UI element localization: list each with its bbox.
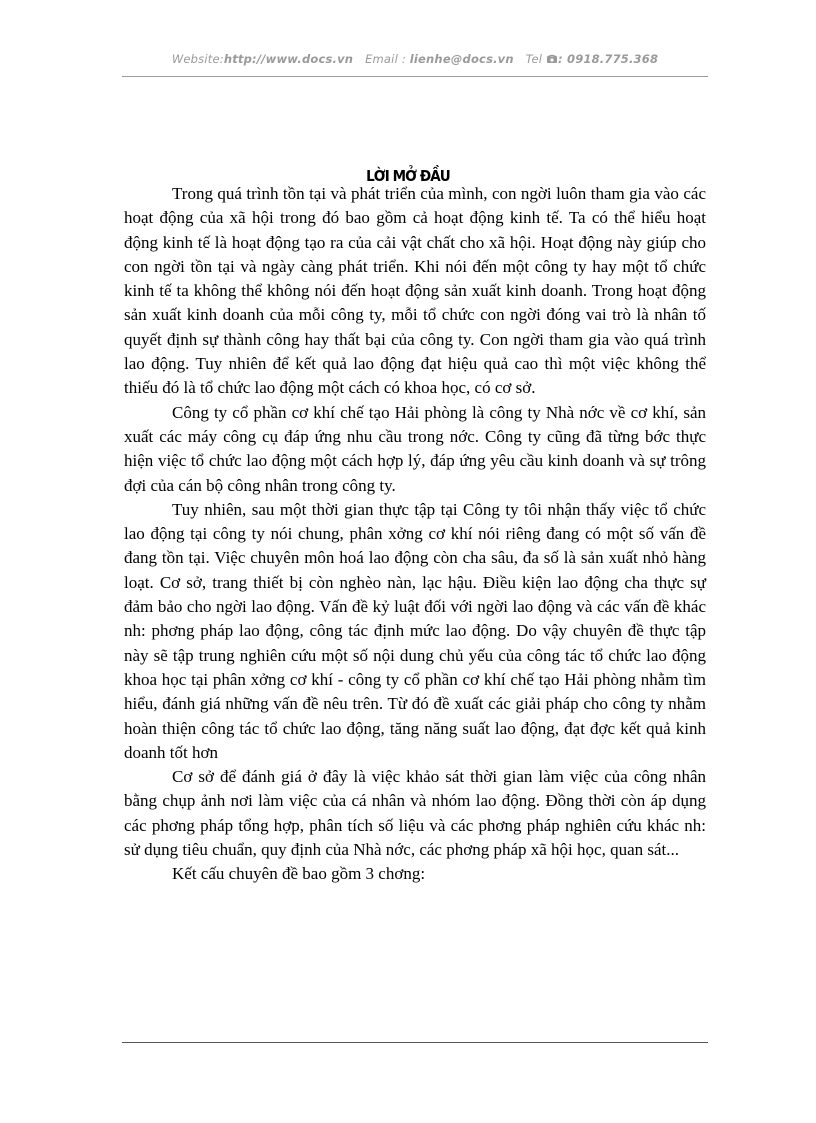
paragraph-intro: Trong quá trình tồn tại và phát triển của mình, con ngời luôn tham gia vào các hoạt động của xã hội trong đó bao gồm cả hoạt động kinh tế. Ta có thể hiểu hoạt động kinh tế là hoạt động tạo ra của cải vật chất cho xã hội. Hoạt động này giúp cho con ngời tồn tại và ngày càng phát triển. Khi nói đến một công ty hay một tổ chức kinh tế ta không thể không nói đến hoạt động sản xuất kinh doanh. Trong hoạt động sản xuất kinh doanh của mỗi công ty, mỗi tổ chức con ngời đóng vai trò là nhân tố quyết định sự thành công hay thất bại của công ty. Con ngời tham gia vào quá trình lao động. Tuy nhiên để kết quả lao động đạt hiệu quả cao thì một việc không thể thiếu đó là tổ chức lao động một cách có khoa học, có cơ sở.: [124, 184, 706, 398]
tel-number[interactable]: : 0918.775.368: [557, 52, 659, 66]
paragraph-structure: Kết cấu chuyên đề bao gồm 3 chơng:: [172, 864, 426, 884]
website-link[interactable]: http://www.docs.vn: [223, 52, 354, 66]
paragraph-method: Cơ sở để đánh giá ở đây là việc khảo sát thời gian làm việc của công nhân bằng chụp ảnh nơi làm việc của cá nhân và nhóm lao động. Đồng thời còn áp dụng các phơng pháp tổng hợp, phân tích số liệu và các phơng pháp nghiên cứu khác nh: sử dụng tiêu chuẩn, quy định của Nhà nớc, các phơng pháp xã hội học, quan sát...: [124, 767, 706, 860]
tel-label: Tel: [525, 52, 543, 66]
page-title: LỜI MỞ ĐẦU: [366, 167, 450, 185]
page-header: [120, 52, 710, 66]
paragraph-company: Công ty cổ phần cơ khí chế tạo Hải phòng là công ty Nhà nớc về cơ khí, sản xuất các máy công cụ đáp ứng nhu cầu trong nớc. Công ty cũng đã từng bớc thực hiện việc tổ chức lao động một cách hợp lý, đáp ứng yêu cầu kinh doanh và sự trông đợi của cán bộ công nhân trong công ty.: [124, 402, 706, 495]
document-body: [124, 182, 706, 887]
paragraph-issues: Tuy nhiên, sau một thời gian thực tập tại Công ty tôi nhận thấy việc tổ chức lao động tại công ty nói chung, phân xởng cơ khí nói riêng đang có một số vấn đề đang tồn tại. Việc chuyên môn hoá lao động còn cha sâu, đa số là sản xuất nhỏ hàng loạt. Cơ sở, trang thiết bị còn nghèo nàn, lạc hậu. Điều kiện lao động cha thực sự đảm bảo cho ngời lao động. Vấn đề kỷ luật đối với ngời lao động và các vấn đề khác nh: phơng pháp lao động, công tác định mức lao động. Do vậy chuyên đề thực tập này sẽ tập trung nghiên cứu một số nội dung chủ yếu của công tác tổ chức lao động khoa học tại phân xởng cơ khí - công ty cổ phần cơ khí chế tạo Hải phòng nhằm tìm hiểu, đánh giá những vấn đề nêu trên. Từ đó đề xuất các giải pháp cho công ty nhằm hoàn thiện công tác tổ chức lao động, tăng năng suất lao động, đạt đợc kết quả kinh doanh tốt hơn: [124, 499, 706, 762]
email-label: Email :: [365, 52, 406, 66]
website-label: Website:: [171, 52, 224, 66]
header-divider: [122, 76, 708, 77]
phone-icon: [546, 53, 558, 64]
footer-divider: [122, 1042, 708, 1043]
email-link[interactable]: lienhe@docs.vn: [409, 52, 514, 66]
